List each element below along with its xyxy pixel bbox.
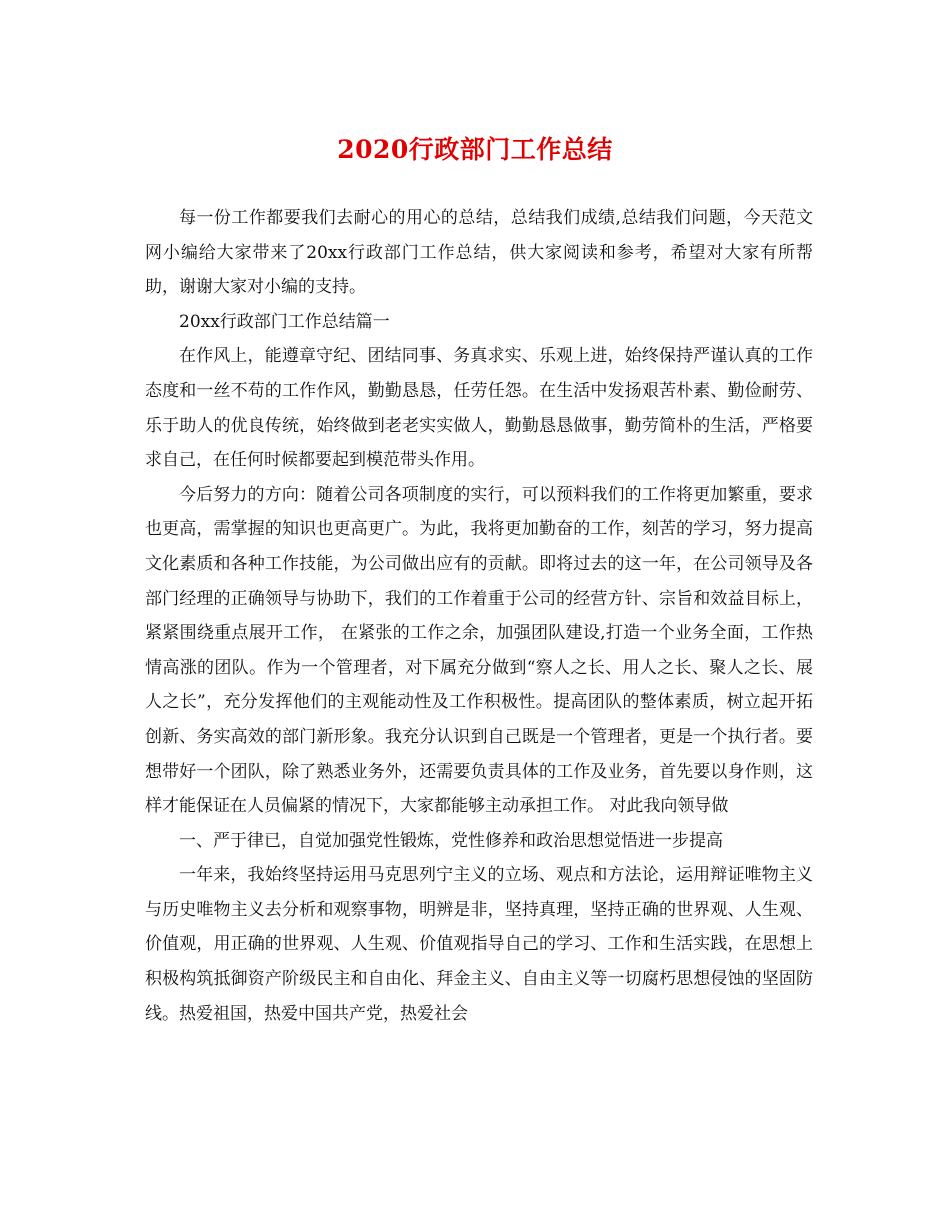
intro-paragraph: 每一份工作都要我们去耐心的用心的总结，总结我们成绩,总结我们问题，今天范文网小编给大家带来了20xx行政部门工作总结，供大家阅读和参考，希望对大家有所帮助，谢谢大家对小编的支持。 bbox=[145, 208, 813, 298]
section-heading: 20xx行政部门工作总结篇一 bbox=[179, 311, 390, 332]
subsection-heading: 一、严于律已，自觉加强党性锻炼，党性修养和政治思想觉悟进一步提高 bbox=[179, 830, 723, 851]
body-paragraph: 在作风上，能遵章守纪、团结同事、务真求实、乐观上进，始终保持严谨认真的工作态度和一丝不苟的工作作风，勤勤恳恳，任劳任怨。在生活中发扬艰苦朴素、勤俭耐劳、乐于助人的优良传统，始终做到老老实实做人，勤勤恳恳做事，勤劳简朴的生活，严格要求自己，在任何时候都要起到模范带头作用。 bbox=[145, 346, 813, 471]
document-body bbox=[145, 201, 813, 1031]
body-paragraph: 一年来，我始终坚持运用马克思列宁主义的立场、观点和方法论，运用辩证唯物主义与历史唯物主义去分析和观察事物，明辨是非，坚持真理，坚持正确的世界观、人生观、价值观，用正确的世界观、人生观、价值观指导自己的学习、工作和生活实践，在思想上积极构筑抵御资产阶级民主和自由化、拜金主义、自由主义等一切腐朽思想侵蚀的坚固防线。热爱祖国，热爱中国共产党，热爱社会 bbox=[145, 865, 813, 1024]
document-title: 2020行政部门工作总结 bbox=[337, 135, 613, 164]
body-paragraph: 今后努力的方向：随着公司各项制度的实行，可以预料我们的工作将更加繁重，要求也更高，需掌握的知识也更高更广。为此，我将更加勤奋的工作，刻苦的学习，努力提高文化素质和各种工作技能，为公司做出应有的贡献。即将过去的这一年，在公司领导及各部门经理的正确领导与协助下，我们的工作着重于公司的经营方针、宗旨和效益目标上，紧紧围绕重点展开工作， 在紧张的工作之余，加强团队建设,打造一个业务全面，工作热情高涨的团队。作为一个管理者，对下属充分做到“察人之长、用人之长、聚人之长、展人之长”，充分发挥他们的主观能动性及工作积极性。提高团队的整体素质，树立起开拓创新、务实高效的部门新形象。我充分认识到自己既是一个管理者，更是一个执行者。要想带好一个团队，除了熟悉业务外，还需要负责具体的工作及业务，首先要以身作则，这样才能保证在人员偏紧的情况下，大家都能够主动承担工作。 对此我向领导做 bbox=[145, 484, 813, 817]
